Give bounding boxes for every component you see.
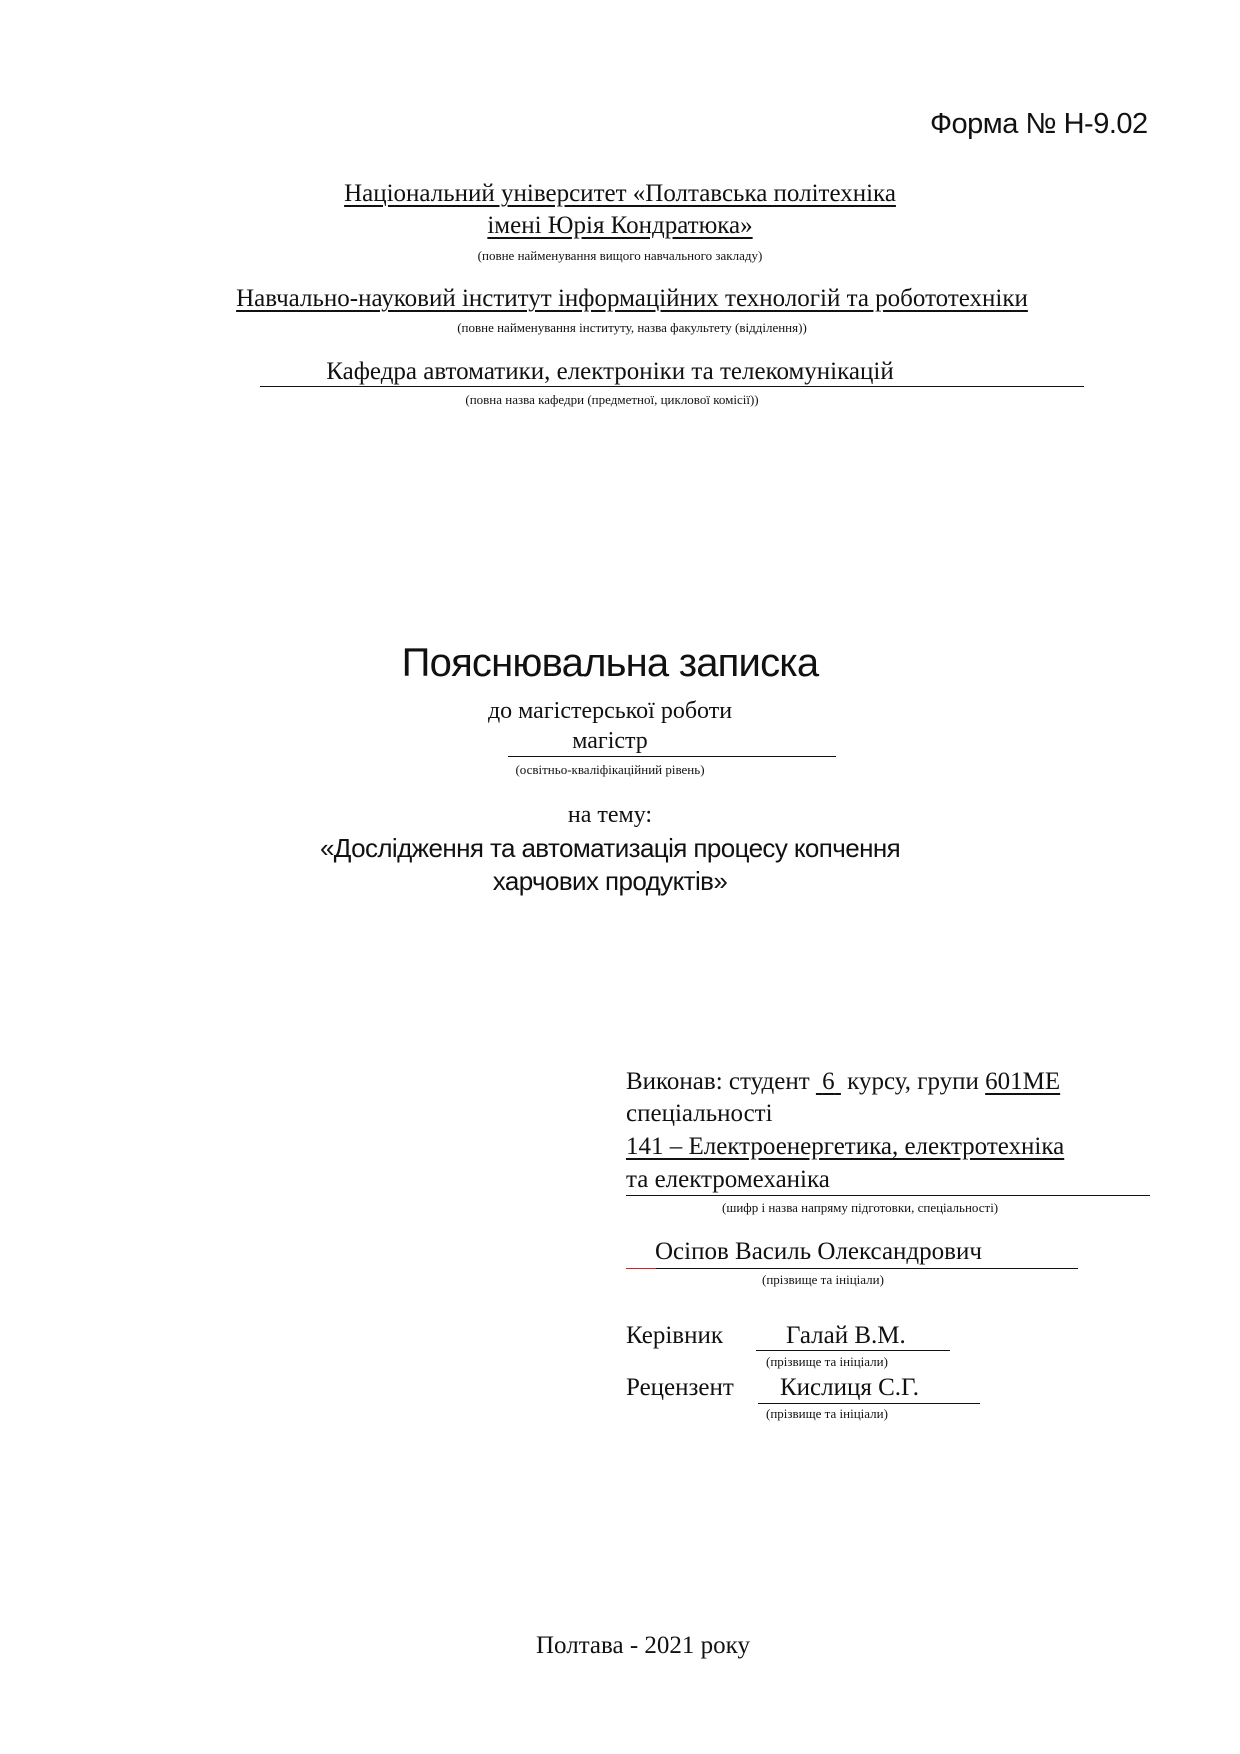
student-performed-line <box>626 1068 1060 1096</box>
reviewer-caption: (прізвище та ініціали) <box>766 1406 888 1421</box>
university-name-line1: Національний університет «Полтавська політехніка <box>344 180 896 207</box>
form-number: Форма № Н-9.02 <box>930 108 1148 140</box>
course-suffix: курсу, групи <box>847 1068 979 1095</box>
reviewer-label: Рецензент <box>626 1374 734 1401</box>
university-name-line2: імені Юрія Кондратюка» <box>487 212 753 239</box>
department-underline <box>260 386 1084 387</box>
specialty-line1: 141 – Електроенергетика, електротехніка <box>626 1133 1065 1160</box>
institute-name: Навчально-науковий інститут інформаційних технологій та робототехніки <box>236 285 1028 312</box>
document-title: Пояснювальна записка <box>401 641 819 685</box>
topic-label: на тему: <box>567 802 653 828</box>
qualification-level: магістр <box>572 728 648 754</box>
supervisor-label: Керівник <box>626 1322 723 1349</box>
group-code: 601МЕ <box>985 1068 1061 1095</box>
name-underline <box>656 1268 1078 1269</box>
qualification-level-caption: (освітньо-кваліфікаційний рівень) <box>515 762 705 777</box>
name-caption: (прізвище та ініціали) <box>762 1272 884 1287</box>
performed-prefix: Виконав: студент <box>626 1068 810 1095</box>
supervisor-caption: (прізвище та ініціали) <box>766 1354 888 1369</box>
specialty-line2: та електромеханіка <box>626 1166 830 1193</box>
document-subtitle: до магістерської роботи <box>487 698 733 724</box>
university-caption: (повне найменування вищого навчального закладу) <box>477 248 763 263</box>
supervisor-underline <box>756 1350 950 1351</box>
institute-caption: (повне найменування інституту, назва факультету (відділення)) <box>457 320 807 335</box>
course-number: 6 <box>822 1068 835 1095</box>
supervisor-name: Галай В.М. <box>786 1322 906 1349</box>
specialty-label: спеціальності <box>626 1100 773 1127</box>
city-year: Полтава - 2021 року <box>536 1632 750 1659</box>
specialty-caption: (шифр і назва напряму підготовки, спеціальності) <box>722 1200 999 1215</box>
specialty-underline <box>626 1195 1150 1196</box>
topic-line1: «Дослідження та автоматизація процесу копчення <box>319 833 901 863</box>
reviewer-name: Кислиця С.Г. <box>780 1374 919 1401</box>
student-full-name: Осіпов Василь Олександрович <box>655 1238 982 1265</box>
department-caption: (повна назва кафедри (предметної, циклової комісії)) <box>465 392 759 407</box>
name-underline-accent <box>626 1268 656 1269</box>
qualification-level-underline <box>508 756 836 757</box>
department-name: Кафедра автоматики, електроніки та телекомунікацій <box>326 358 894 385</box>
reviewer-underline <box>758 1403 980 1404</box>
topic-line2: харчових продуктів» <box>492 866 728 896</box>
